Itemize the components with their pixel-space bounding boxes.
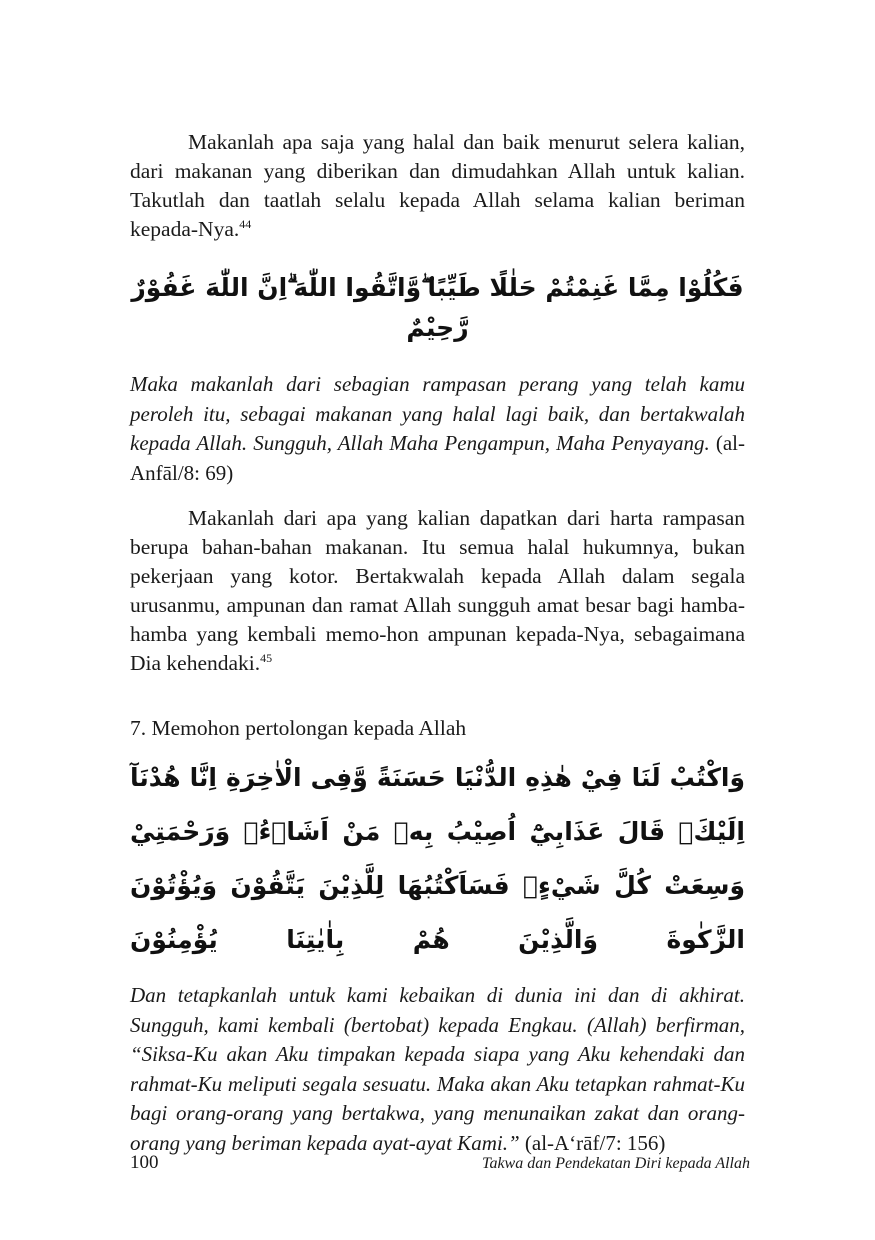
page-footer bbox=[130, 1152, 750, 1174]
page-number: 100 bbox=[130, 1152, 159, 1173]
paragraph-commentary-1 bbox=[130, 128, 745, 244]
paragraph-commentary-2 bbox=[130, 504, 745, 678]
verse-reference: (al-Anfāl/8: 69) bbox=[130, 431, 745, 485]
page-body bbox=[130, 128, 745, 1158]
section-heading: 7. Memohon pertolongan kepada Allah bbox=[130, 716, 467, 740]
verse-translation-araf bbox=[130, 981, 745, 1158]
paragraph-text: Makanlah apa saja yang halal dan baik menurut selera kalian, dari makanan yang diberikan dan dimudahkan Allah untuk kalian. Takutlah dan taatlah selalu kepada Allah selama kalian beriman kepada-Nya. bbox=[130, 130, 745, 241]
translation-text: Dan tetapkanlah untuk kami kebaikan di dunia ini dan di akhirat. Sungguh, kami kembali (bertobat) kepada Engkau. (Allah) berfirman, “Siksa-Ku akan Aku timpakan kepada siapa yang Aku kehendaki dan rahmat-Ku meliputi segala sesuatu. Maka akan Aku tetapkan rahmat-Ku bagi orang-orang yang bertakwa, yang menunaikan zakat dan orang-orang yang beriman kepada ayat-ayat Kami.” bbox=[130, 983, 745, 1155]
arabic-verse-araf-156: وَاكْتُبْ لَنَا فِيْ هٰذِهِ الدُّنْيَا حَسَنَةً وَّفِى الْاٰخِرَةِ اِنَّا هُدْنَآ اِلَيْكَۗ قَالَ عَذَابِيْٓ اُصِيْبُ بِهٖ مَنْ اَشَاۤءُۚ وَرَحْمَتِيْ وَسِعَتْ كُلَّ شَيْءٍۗ فَسَاَكْتُبُهَا لِلَّذِيْنَ يَتَّقُوْنَ وَيُؤْتُوْنَ الزَّكٰوةَ وَالَّذِيْنَ هُمْ بِاٰيٰتِنَا يُؤْمِنُوْنَ bbox=[130, 763, 745, 954]
translation-text: Maka makanlah dari sebagian rampasan perang yang telah kamu peroleh itu, sebagai makanan yang halal lagi baik, dan bertakwalah kepada Allah. Sungguh, Allah Maha Pengampun, Maha Penyayang. bbox=[130, 372, 745, 455]
footnote-marker: 45 bbox=[260, 650, 273, 665]
paragraph-text: Makanlah dari apa yang kalian dapatkan dari harta rampasan berupa bahan-bahan makanan. Itu semua halal hukumnya, bukan pekerjaan yang kotor. Bertakwalah kepada Allah dalam segala urusanmu, ampunan dan ramat Allah sungguh amat besar bagi hamba-hamba yang kembali memo-hon ampunan kepada-Nya, sebagaimana Dia kehendaki. bbox=[130, 506, 745, 675]
arabic-verse-anfal-69: فَكُلُوْا مِمَّا غَنِمْتُمْ حَلٰلًا طَيِّبًا ۖوَّاتَّقُوا اللّٰهَ ۗاِنَّ اللّٰهَ غَفُوْرٌ رَّحِيْمٌ bbox=[131, 273, 744, 342]
running-title: Takwa dan Pendekatan Diri kepada Allah bbox=[482, 1155, 750, 1172]
footnote-marker: 44 bbox=[239, 216, 252, 231]
verse-translation-anfal bbox=[130, 370, 745, 488]
verse-reference: (al-A‘rāf/7: 156) bbox=[524, 1130, 666, 1155]
